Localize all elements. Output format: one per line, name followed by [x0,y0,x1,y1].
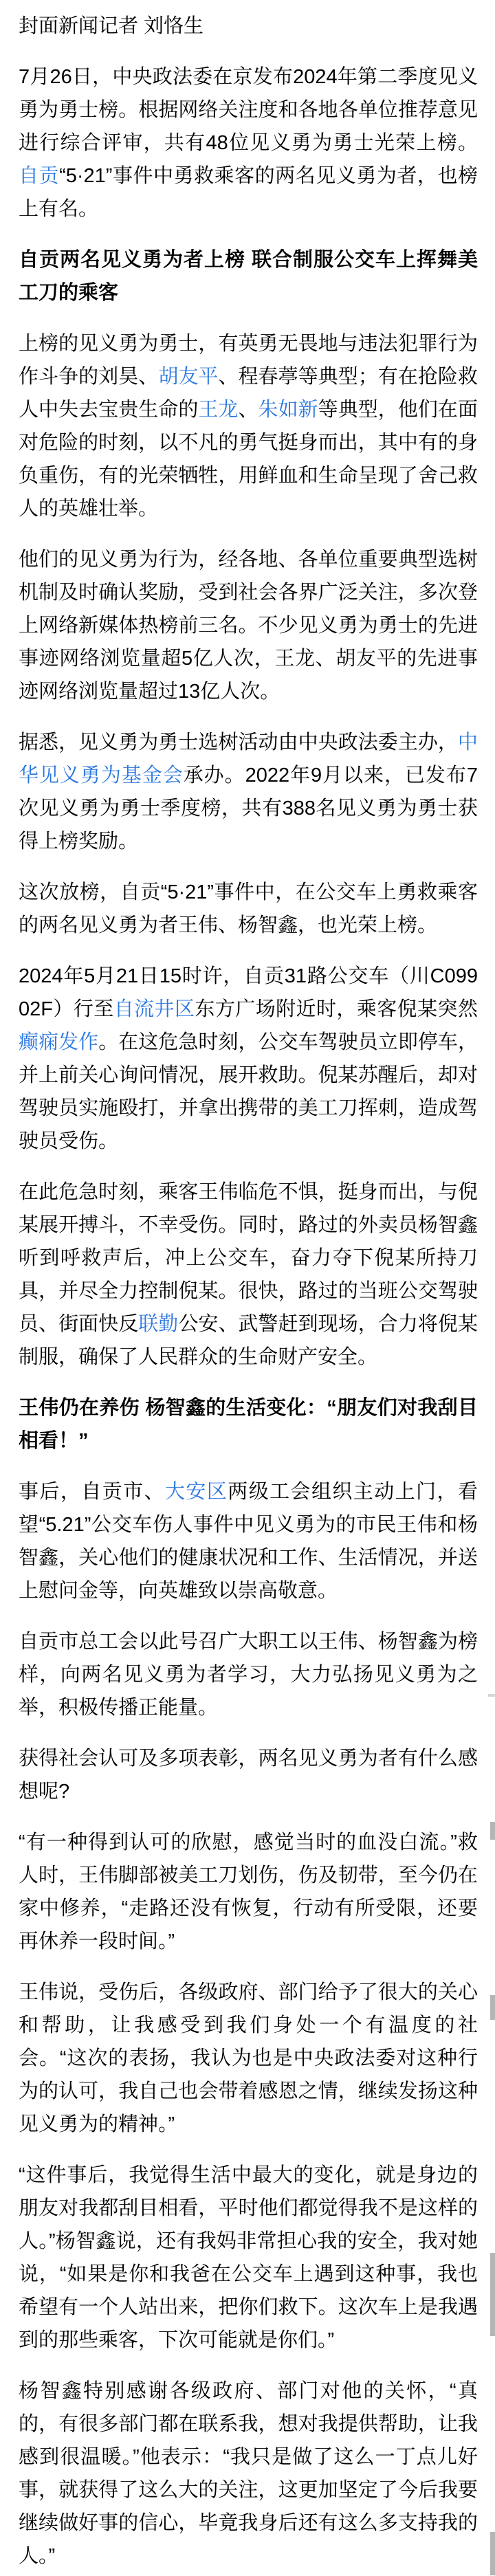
text-run: 上榜的见义勇为勇士，有英勇无畏地与违法犯罪行为作斗争的刘昊、 [19,333,478,388]
text-run: “这件事后，我觉得生活中最大的变化，就是身边的朋友对我都刮目相看，平时他们都觉得我不是这样的人。”杨智鑫说，还有我妈非常担心我的安全，我对她说，“如果是你和我爸在公交车上遇到这种事，我也希望有一个人站出来，把你们救下。这次车上是我遇到的那些乘客，下次可能就是你们。” [19,2164,478,2351]
paragraph [19,1475,478,1607]
text-run: 两级工会组织主动上门，看望“5.21”公交车伤人事件中见义勇为的市民王伟和杨智鑫，关心他们的健康状况和工作、生活情况，并送上慰问金等，向英雄致以崇高敬意。 [19,1481,478,1602]
paragraph [19,1742,478,1808]
text-run: “5·21”事件中勇救乘客的两名见义勇为者，也榜上有名。 [19,165,478,220]
entity-link[interactable]: 王龙 [198,399,239,421]
text-run: 王伟仍在养伤 杨智鑫的生活变化：“朋友们对我刮目相看！” [19,1397,478,1452]
entity-link[interactable]: 自贡 [19,165,60,187]
article-body [19,60,478,2573]
text-run: 据悉，见义勇为勇士选树活动由中央政法委主办， [19,731,458,753]
section-heading [19,243,478,309]
text-run: 杨智鑫特别感谢各级政府、部门对他的关怀，“真的，有很多部门都在联系我，想对我提供帮助，让我感到很温暖。”他表示：“我只是做了这么一丁点儿好事，就获得了这么大的关注，这更加坚定了今后我要继续做好事的信心，毕竟我身后还有这么多支持我的人。” [19,2380,478,2567]
text-run: 公安、武警赶到现场，合力将倪某制服，确保了人民群众的生命财产安全。 [19,1313,478,1368]
paragraph [19,1826,478,1958]
entity-link[interactable]: 大安区 [165,1481,228,1503]
text-run: 。在这危急时刻，公交车驾驶员立即停车，并上前关心询问情况，展开救助。倪某苏醒后，却对驾驶员实施殴打，并拿出携带的美工刀挥刺，造成驾驶员受伤。 [19,1031,478,1152]
paragraph [19,726,478,858]
text-run: 这次放榜，自贡“5·21”事件中，在公交车上勇救乘客的两名见义勇为者王伟、杨智鑫，也光荣上榜。 [19,881,478,936]
paragraph [19,1625,478,1724]
text-run: 在此危急时刻，乘客王伟临危不惧，挺身而出，与倪某展开搏斗，不幸受伤。同时，路过的外卖员杨智鑫听到呼救声后，冲上公交车，奋力夺下倪某所持刀具，并尽全力控制倪某。很快，路过的当班公交驾驶员、街面快反 [19,1181,478,1335]
scrollbar-thumb-fragment[interactable] [490,2253,495,2336]
scrollbar-thumb-fragment[interactable] [490,1995,495,2020]
entity-link[interactable]: 癫痫发作 [19,1031,99,1053]
scrollbar-thumb-fragment[interactable] [490,2532,495,2575]
paragraph [19,543,478,708]
entity-link[interactable]: 胡友平 [158,366,219,388]
text-run: 、程春葶等典型；有在抢险救人中失去宝贵生命的 [19,366,478,421]
paragraph [19,60,478,225]
text-run: 2024年5月21日15时许，自贡31路公交车（川C09902F）行至 [19,965,478,1020]
text-run: 自贡两名见义勇为者上榜 联合制服公交车上挥舞美工刀的乘客 [19,249,478,304]
text-run: 、 [238,399,258,421]
text-run: 获得社会认可及多项表彰，两名见义勇为者有什么感想呢? [19,1748,478,1803]
text-run: 等典型，他们在面对危险的时刻，以不凡的勇气挺身而出，其中有的身负重伤，有的光荣牺牲，用鲜血和生命呈现了舍己救人的英雄壮举。 [19,399,478,520]
section-heading [19,1391,478,1457]
text-run: 王伟说，受伤后，各级政府、部门给予了很大的关心和帮助，让我感受到我们身处一个有温度的社会。“这次的表扬，我认为也是中央政法委对这种行为的认可，我自己也会带着感恩之情，继续发扬这种见义勇为的精神。” [19,1981,478,2135]
paragraph [19,327,478,525]
paragraph [19,1176,478,1374]
paragraph [19,876,478,942]
entity-link[interactable]: 自流井区 [113,998,195,1020]
entity-link[interactable]: 中华见义勇为基金会 [19,731,478,786]
paragraph [19,960,478,1158]
paragraph [19,2159,478,2357]
byline: 封面新闻记者 刘恪生 [19,15,204,37]
scrollbar-thumb-fragment[interactable] [490,1822,495,1840]
text-run: 7月26日，中央政法委在京发布2024年第二季度见义勇为勇士榜。根据网络关注度和各地各单位推荐意见进行综合评审，共有48位见义勇为勇士光荣上榜。 [19,66,478,154]
text-run: 承办。2022年9月以来，已发布7次见义勇为勇士季度榜，共有388名见义勇为勇士获得上榜奖励。 [19,764,478,852]
scrollbar-thumb-fragment[interactable] [488,1694,495,1697]
text-run: “有一种得到认可的欣慰，感觉当时的血没白流。”救人时，王伟脚部被美工刀划伤，伤及韧带，至今仍在家中修养，“走路还没有恢复，行动有所受限，还要再休养一段时间。” [19,1831,478,1952]
text-run: 东方广场附近时，乘客倪某突然 [195,998,478,1020]
paragraph [19,2375,478,2573]
text-run: 他们的见义勇为行为，经各地、各单位重要典型选树机制及时确认奖励，受到社会各界广泛关注，多次登上网络新媒体热榜前三名。不少见义勇为勇士的先进事迹网络浏览量超5亿人次，王龙、胡友平的先进事迹网络浏览量超过13亿人次。 [19,549,478,703]
paragraph [19,1976,478,2141]
text-run: 自贡市总工会以此号召广大职工以王伟、杨智鑫为榜样，向两名见义勇为者学习，大力弘扬见义勇为之举，积极传播正能量。 [19,1631,478,1719]
entity-link[interactable]: 朱如新 [258,399,318,421]
text-run: 事后，自贡市、 [19,1481,165,1503]
entity-link[interactable]: 联勤 [138,1313,179,1335]
